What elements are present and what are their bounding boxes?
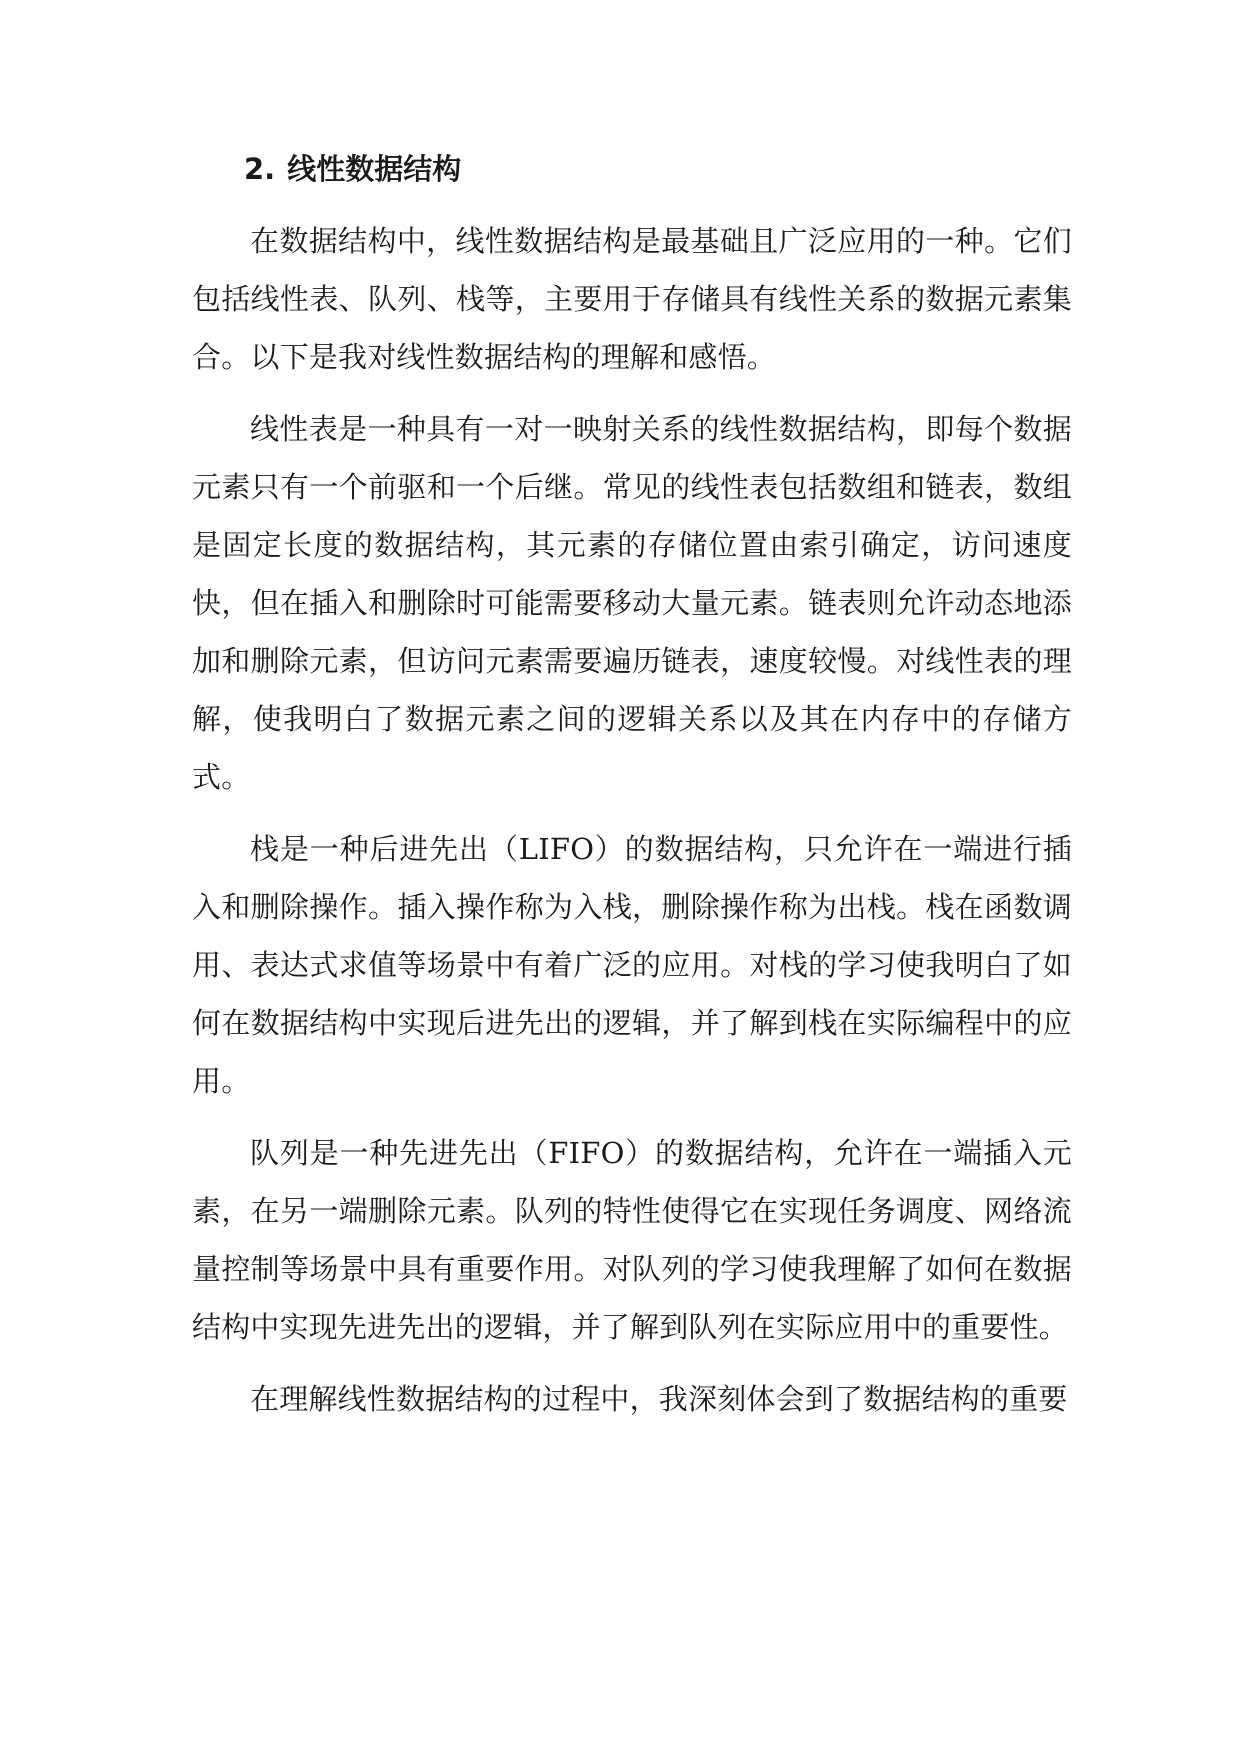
document-body [192,140,1072,1442]
section-number: 2. [244,152,276,186]
paragraph-intro: 在数据结构中，线性数据结构是最基础且广泛应用的一种。它们包括线性表、队列、栈等，主要用于存储具有线性关系的数据元素集合。以下是我对线性数据结构的理解和感悟。 [192,224,1072,374]
paragraph-linear-list: 线性表是一种具有一对一映射关系的线性数据结构，即每个数据元素只有一个前驱和一个后继。常见的线性表包括数组和链表，数组是固定长度的数据结构，其元素的存储位置由索引确定，访问速度快，但在插入和删除时可能需要移动大量元素。链表则允许动态地添加和删除元素，但访问元素需要遍历链表，速度较慢。对线性表的理解，使我明白了数据元素之间的逻辑关系以及其在内存中的存储方式。 [192,412,1072,794]
section-title: 线性数据结构 [287,152,462,186]
section-heading [192,140,1072,198]
paragraph-reflection: 在理解线性数据结构的过程中，我深刻体会到了数据结构的重要 [250,1382,1068,1416]
paragraph-queue: 队列是一种先进先出（FIFO）的数据结构，允许在一端插入元素，在另一端删除元素。队列的特性使得它在实现任务调度、网络流量控制等场景中具有重要作用。对队列的学习使我理解了如何在数据结构中实现先进先出的逻辑，并了解到队列在实际应用中的重要性。 [192,1136,1072,1344]
paragraph-stack: 栈是一种后进先出（LIFO）的数据结构，只允许在一端进行插入和删除操作。插入操作称为入栈，删除操作称为出栈。栈在函数调用、表达式求值等场景中有着广泛的应用。对栈的学习使我明白了如何在数据结构中实现后进先出的逻辑，并了解到栈在实际编程中的应用。 [192,832,1072,1098]
